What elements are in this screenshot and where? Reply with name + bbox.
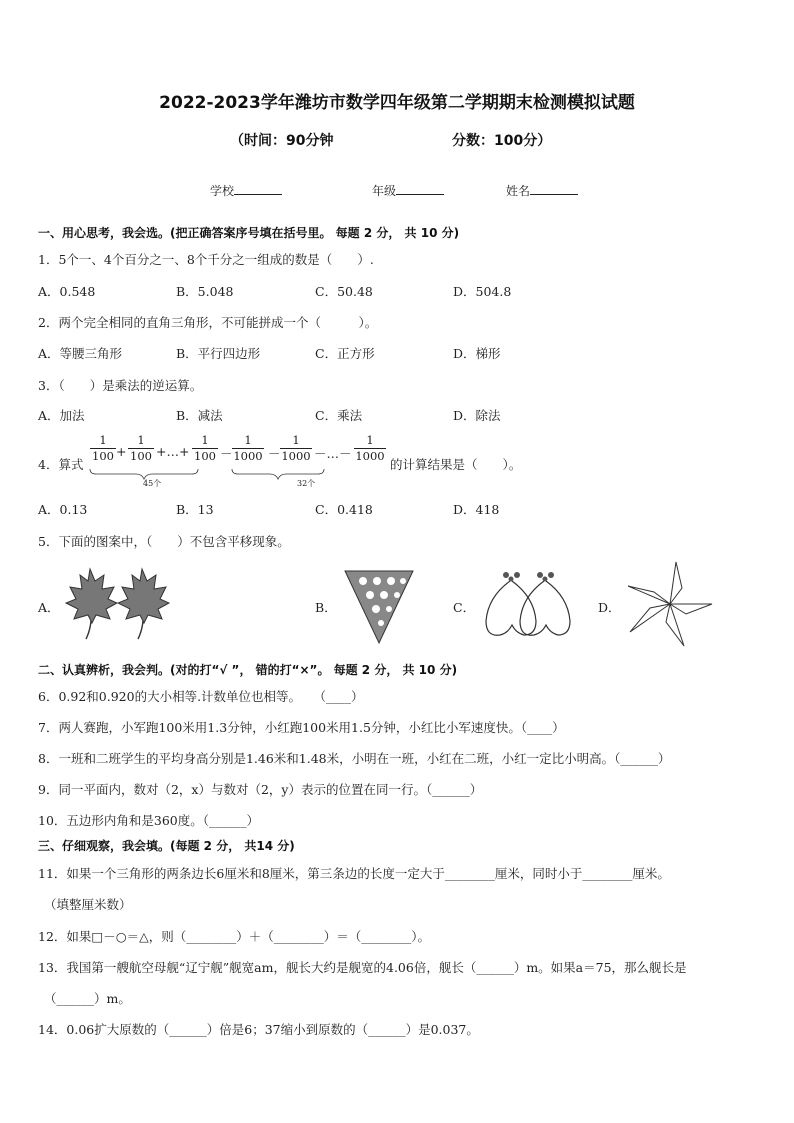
- q5-option-d[interactable]: D．: [598, 600, 621, 615]
- heart-shape-left: [486, 581, 536, 635]
- q1-option-b[interactable]: B．5.048: [176, 284, 234, 299]
- q1-option-a[interactable]: A．0.548: [38, 284, 96, 299]
- name-field: [506, 182, 578, 199]
- section-1-title: 一、用心思考，我会选。(把正确答案序号填在括号里。 每题 2 分， 共 10 分): [38, 226, 460, 240]
- school-field: [210, 182, 282, 199]
- q3-option-a[interactable]: A．加法: [38, 408, 85, 423]
- minus-operator: －: [220, 446, 233, 461]
- fraction-4: [232, 434, 264, 463]
- question-10: 10．五边形内角和是360度。（______）: [38, 813, 260, 828]
- plus-operator: +: [116, 444, 127, 459]
- question-12: 12．如果□－○＝△，则（________）＋（________）＝（________）。: [38, 929, 430, 944]
- grade-label: 年级: [372, 184, 397, 198]
- fraction-2: [128, 434, 154, 463]
- school-label: 学校: [210, 184, 235, 198]
- pinwheel-figure: [624, 560, 716, 652]
- triangle-pattern-figure: [343, 569, 415, 645]
- fraction-1: [90, 434, 116, 463]
- q1-option-c[interactable]: C．50.48: [315, 284, 373, 299]
- q4-option-c[interactable]: C．0.418: [315, 502, 373, 517]
- page-title: 2022-2023学年潍坊市数学四年级第二学期期末检测模拟试题: [159, 93, 635, 113]
- q4-option-a[interactable]: A．0.13: [38, 502, 88, 517]
- question-2: 2．两个完全相同的直角三角形，不可能拼成一个（ ）。: [38, 315, 378, 330]
- minus-ellipsis-operator: －…－: [314, 446, 352, 461]
- denominator: 1000: [233, 449, 263, 463]
- q5-option-a[interactable]: A．: [38, 600, 60, 615]
- denominator: 100: [194, 449, 216, 463]
- underbrace-label-45: 45个: [143, 479, 162, 488]
- denominator: 100: [130, 449, 152, 463]
- q3-option-d[interactable]: D．除法: [453, 408, 501, 423]
- fraction-3: [192, 434, 218, 463]
- heart-shape-right: [520, 581, 570, 635]
- numerator: 1: [201, 433, 209, 447]
- question-6: 6．0.92和0.920的大小相等.计数单位也相等。 （____）: [38, 689, 364, 704]
- question-11-note: （填整厘米数）: [44, 897, 132, 912]
- numerator: 1: [366, 433, 374, 447]
- name-blank[interactable]: [530, 184, 578, 195]
- question-13: 13．我国第一艘航空母舰“辽宁舰”舰宽am，舰长大约是舰宽的4.06倍，舰长（______）m。如果a＝75，那么舰长是: [38, 960, 687, 975]
- numerator: 1: [244, 433, 252, 447]
- pinwheel-blade: [670, 562, 682, 604]
- q1-option-d[interactable]: D．504.8: [453, 284, 512, 299]
- q4-option-b[interactable]: B．13: [176, 502, 214, 517]
- q5-option-c[interactable]: C．: [453, 600, 476, 615]
- question-7: 7．两人赛跑，小军跑100米用1.3分钟，小红跑100米用1.5分钟，小红比小军速度快。（____）: [38, 720, 565, 735]
- denominator: 100: [92, 449, 114, 463]
- question-13-continued: （______）m。: [44, 991, 131, 1006]
- grade-blank[interactable]: [396, 184, 444, 195]
- q3-option-b[interactable]: B．减法: [176, 408, 223, 423]
- q5-option-b[interactable]: B．: [315, 600, 337, 615]
- grade-field: [372, 182, 444, 199]
- exam-score: 分数：100分）: [452, 133, 552, 149]
- minus-operator-2: －: [268, 446, 281, 461]
- underbrace-label-32: 32个: [297, 479, 316, 488]
- pinwheel-blade: [666, 604, 684, 646]
- numerator: 1: [292, 433, 300, 447]
- fraction-6: [354, 434, 386, 463]
- denominator: 1000: [355, 449, 385, 463]
- name-label: 姓名: [506, 184, 531, 198]
- numerator: 1: [137, 433, 145, 447]
- pinwheel-blade: [630, 604, 670, 632]
- q4-option-d[interactable]: D．418: [453, 502, 500, 517]
- q3-option-c[interactable]: C．乘法: [315, 408, 363, 423]
- pinwheel-blade: [628, 586, 670, 604]
- denominator: 1000: [281, 449, 311, 463]
- exam-time: （时间：90分钟: [230, 133, 334, 149]
- section-2-title: 二、认真辨析，我会判。(对的打“√ ”， 错的打“×”。 每题 2 分， 共 10 分): [38, 663, 458, 677]
- question-8: 8．一班和二班学生的平均身高分别是1.46米和1.48米，小明在一班，小红在二班，小红一定比小明高。（______）: [38, 751, 671, 766]
- question-4-suffix: 的计算结果是（ ）。: [390, 457, 522, 472]
- numerator: 1: [99, 433, 107, 447]
- school-blank[interactable]: [234, 184, 282, 195]
- question-3: 3．（ ）是乘法的逆运算。: [38, 378, 203, 393]
- question-14: 14．0.06扩大原数的（______）倍是6；37缩小到原数的（______）是0.037。: [38, 1022, 479, 1037]
- q2-option-d[interactable]: D．梯形: [453, 346, 501, 361]
- question-9: 9．同一平面内，数对（2，x）与数对（2，y）表示的位置在同一行。（______）: [38, 782, 483, 797]
- q2-option-c[interactable]: C．正方形: [315, 346, 375, 361]
- question-5: 5．下面的图案中，（ ）不包含平移现象。: [38, 534, 290, 549]
- maple-leaf-icon: [66, 569, 117, 639]
- maple-leaves-figure: [62, 567, 172, 641]
- q2-option-b[interactable]: B．平行四边形: [176, 346, 261, 361]
- maple-leaf-icon: [118, 569, 169, 639]
- question-11: 11．如果一个三角形的两条边长6厘米和8厘米，第三条边的长度一定大于________厘米，同时小于________厘米。: [38, 866, 670, 881]
- fraction-5: [280, 434, 312, 463]
- heart-balloons-figure: [480, 567, 576, 643]
- plus-ellipsis-operator: +…+: [156, 444, 190, 459]
- question-1: 1．5个一、4个百分之一、8个千分之一组成的数是（ ）.: [38, 252, 374, 267]
- question-4-prefix: 4．算式: [38, 457, 84, 472]
- q2-option-a[interactable]: A．等腰三角形: [38, 346, 123, 361]
- pinwheel-blade: [670, 604, 712, 614]
- section-3-title: 三、仔细观察，我会填。(每题 2 分， 共14 分): [38, 839, 295, 853]
- bow-icons: [503, 572, 554, 582]
